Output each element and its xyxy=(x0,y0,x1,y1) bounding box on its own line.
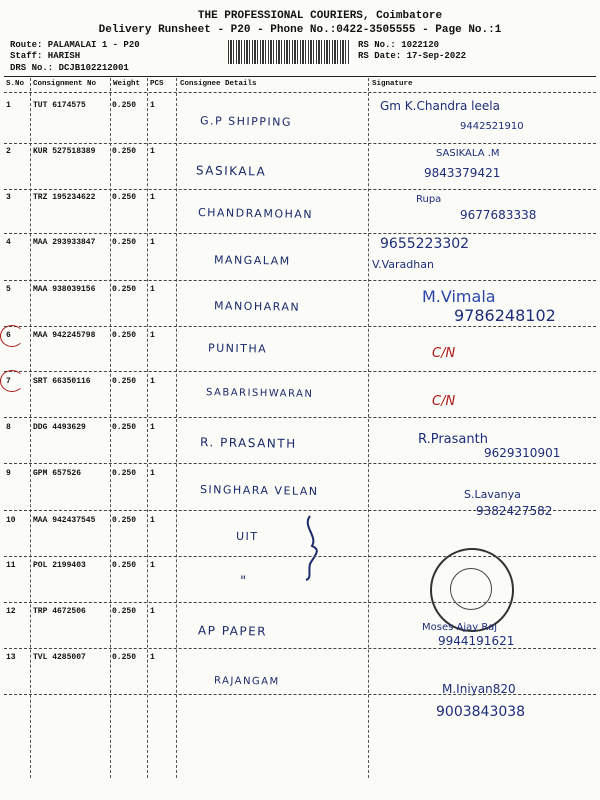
row-consignment-no: KUR 527518389 xyxy=(33,147,96,156)
row-consignment-no: TUT 6174575 xyxy=(33,101,86,110)
row-divider xyxy=(4,280,596,281)
row-signature-phone: 9629310901 xyxy=(484,446,561,460)
row-divider xyxy=(4,189,596,190)
row-signature-name: R.Prasanth xyxy=(418,432,488,447)
row-sno: 2 xyxy=(6,147,11,156)
row-pcs: 1 xyxy=(150,193,155,202)
row-cn-mark: C/N xyxy=(432,394,456,409)
row-signature-phone: 9442521910 xyxy=(460,121,524,132)
row-pcs: 1 xyxy=(150,238,155,247)
row-signature-name: Gm K.Chandra leela xyxy=(380,99,500,113)
row-consignee: SABARISHWARAN xyxy=(205,387,314,400)
row-consignee: AP PAPER xyxy=(197,623,268,639)
row-cn-mark: C/N xyxy=(432,346,456,361)
column-divider xyxy=(110,78,111,778)
row-consignee: RAJANGAM xyxy=(213,675,280,688)
row-sno: 6 xyxy=(6,331,11,340)
row-signature-name: M.Iniyan820 xyxy=(442,682,516,696)
row-pcs: 1 xyxy=(150,101,155,110)
row-signature-phone: 9382427582 xyxy=(476,504,553,518)
header-row-divider xyxy=(4,92,596,93)
row-weight: 0.250 xyxy=(112,377,137,386)
row-pcs: 1 xyxy=(150,423,155,432)
row-divider xyxy=(4,371,596,372)
col-header-weight: Weight xyxy=(113,80,141,88)
row-consignee: SINGHARA VELAN xyxy=(199,482,319,499)
row-consignee: MANGALAM xyxy=(213,253,291,268)
row-sno: 9 xyxy=(6,469,11,478)
staff-label: Staff: HARISH xyxy=(10,51,81,61)
row-consignment-no: MAA 938039156 xyxy=(33,285,96,294)
column-divider xyxy=(176,78,177,778)
row-weight: 0.250 xyxy=(112,193,137,202)
row-weight: 0.250 xyxy=(112,285,137,294)
col-header-consignee: Consignee Details xyxy=(180,80,257,88)
row-signature-phone: 9944191621 xyxy=(438,634,515,648)
row-weight: 0.250 xyxy=(112,147,137,156)
row-consignee: " xyxy=(239,573,248,590)
row-consignment-no: MAA 942437545 xyxy=(33,516,96,525)
row-sno: 5 xyxy=(6,285,11,294)
row-signature-name: M.Vimala xyxy=(422,287,496,306)
row-signature-phone: 9786248102 xyxy=(454,306,556,325)
row-pcs: 1 xyxy=(150,516,155,525)
rs-number: RS No.: 1022120 xyxy=(358,40,440,50)
row-signature-name: V.Varadhan xyxy=(372,258,434,271)
row-signature-name: SASIKALA .M xyxy=(436,148,500,159)
row-divider xyxy=(4,556,596,557)
row-pcs: 1 xyxy=(150,469,155,478)
row-pcs: 1 xyxy=(150,377,155,386)
header-divider xyxy=(4,76,596,77)
column-divider xyxy=(147,78,148,778)
row-weight: 0.250 xyxy=(112,238,137,247)
row-consignee: CHANDRAMOHAN xyxy=(197,205,314,222)
row-weight: 0.250 xyxy=(112,469,137,478)
row-sno: 8 xyxy=(6,423,11,432)
row-weight: 0.250 xyxy=(112,516,137,525)
row-divider xyxy=(4,326,596,327)
row-consignment-no: POL 2199403 xyxy=(33,561,86,570)
runsheet-title: Delivery Runsheet - P20 - Phone No.:0422-3505555 - Page No.:1 xyxy=(98,24,502,36)
barcode-image xyxy=(228,40,350,64)
row-signature-phone: 9655223302 xyxy=(380,236,470,252)
row-sno: 3 xyxy=(6,193,11,202)
row-consignment-no: MAA 293933847 xyxy=(33,238,96,247)
row-sno: 12 xyxy=(6,607,16,616)
row-divider xyxy=(4,510,596,511)
row-signature-name: Rupa xyxy=(416,194,442,205)
row-signature-phone: 9677683338 xyxy=(460,208,537,222)
row-pcs: 1 xyxy=(150,147,155,156)
row-weight: 0.250 xyxy=(112,101,137,110)
row-weight: 0.250 xyxy=(112,607,137,616)
row-weight: 0.250 xyxy=(112,653,137,662)
row-consignee: SASIKALA xyxy=(195,163,267,179)
row-sno: 13 xyxy=(6,653,16,662)
row-divider xyxy=(4,463,596,464)
row-sno: 11 xyxy=(6,561,16,570)
brace-scribble xyxy=(300,512,330,582)
row-pcs: 1 xyxy=(150,331,155,340)
row-consignment-no: TRP 4672506 xyxy=(33,607,86,616)
row-divider xyxy=(4,602,596,603)
col-header-signature: Signature xyxy=(372,80,413,88)
row-consignee: R. PRASANTH xyxy=(199,435,297,451)
row-sno: 4 xyxy=(6,238,11,247)
row-divider xyxy=(4,143,596,144)
row-consignment-no: DDG 4493629 xyxy=(33,423,86,432)
row-divider xyxy=(4,233,596,234)
red-circle-mark xyxy=(0,370,24,392)
row-consignment-no: MAA 942245798 xyxy=(33,331,96,340)
row-consignment-no: TVL 4285007 xyxy=(33,653,86,662)
row-consignee: G.P SHIPPING xyxy=(199,114,293,129)
column-divider xyxy=(368,78,369,778)
row-divider xyxy=(4,417,596,418)
row-signature-phone: 9843379421 xyxy=(424,166,501,180)
row-weight: 0.250 xyxy=(112,423,137,432)
row-consignee: MANOHARAN xyxy=(213,299,301,314)
column-divider xyxy=(30,78,31,778)
row-pcs: 1 xyxy=(150,607,155,616)
row-consignment-no: TRZ 195234622 xyxy=(33,193,96,202)
row-divider xyxy=(4,694,596,695)
row-consignee: PUNITHA xyxy=(207,341,268,356)
row-divider xyxy=(4,648,596,649)
col-header-consignment: Consignment No xyxy=(33,80,97,88)
row-pcs: 1 xyxy=(150,653,155,662)
rs-date: RS Date: 17-Sep-2022 xyxy=(358,51,467,61)
seal-inner-ring xyxy=(450,568,492,610)
row-signature-name: S.Lavanya xyxy=(464,488,521,501)
row-weight: 0.250 xyxy=(112,331,137,340)
red-circle-mark xyxy=(0,325,24,347)
row-consignee: UIT xyxy=(235,529,259,544)
route-label: Route: PALAMALAI 1 - P20 xyxy=(10,40,140,50)
row-consignment-no: SRT 66350116 xyxy=(33,377,91,386)
col-header-sno: S.No xyxy=(6,80,25,88)
row-sno: 1 xyxy=(6,101,11,110)
col-header-pcs: PCS xyxy=(150,80,164,88)
row-weight: 0.250 xyxy=(112,561,137,570)
row-pcs: 1 xyxy=(150,561,155,570)
row-pcs: 1 xyxy=(150,285,155,294)
drs-label: DRS No.: DCJB102212001 xyxy=(10,63,129,73)
row-signature-phone: 9003843038 xyxy=(436,704,526,720)
row-signature-name: Moses Ajay Raj xyxy=(422,622,497,633)
company-title: THE PROFESSIONAL COURIERS, Coimbatore xyxy=(197,10,443,22)
row-consignment-no: GPM 657526 xyxy=(33,469,82,478)
institute-seal-stamp xyxy=(430,548,514,632)
row-sno: 10 xyxy=(6,516,16,525)
row-sno: 7 xyxy=(6,377,11,386)
